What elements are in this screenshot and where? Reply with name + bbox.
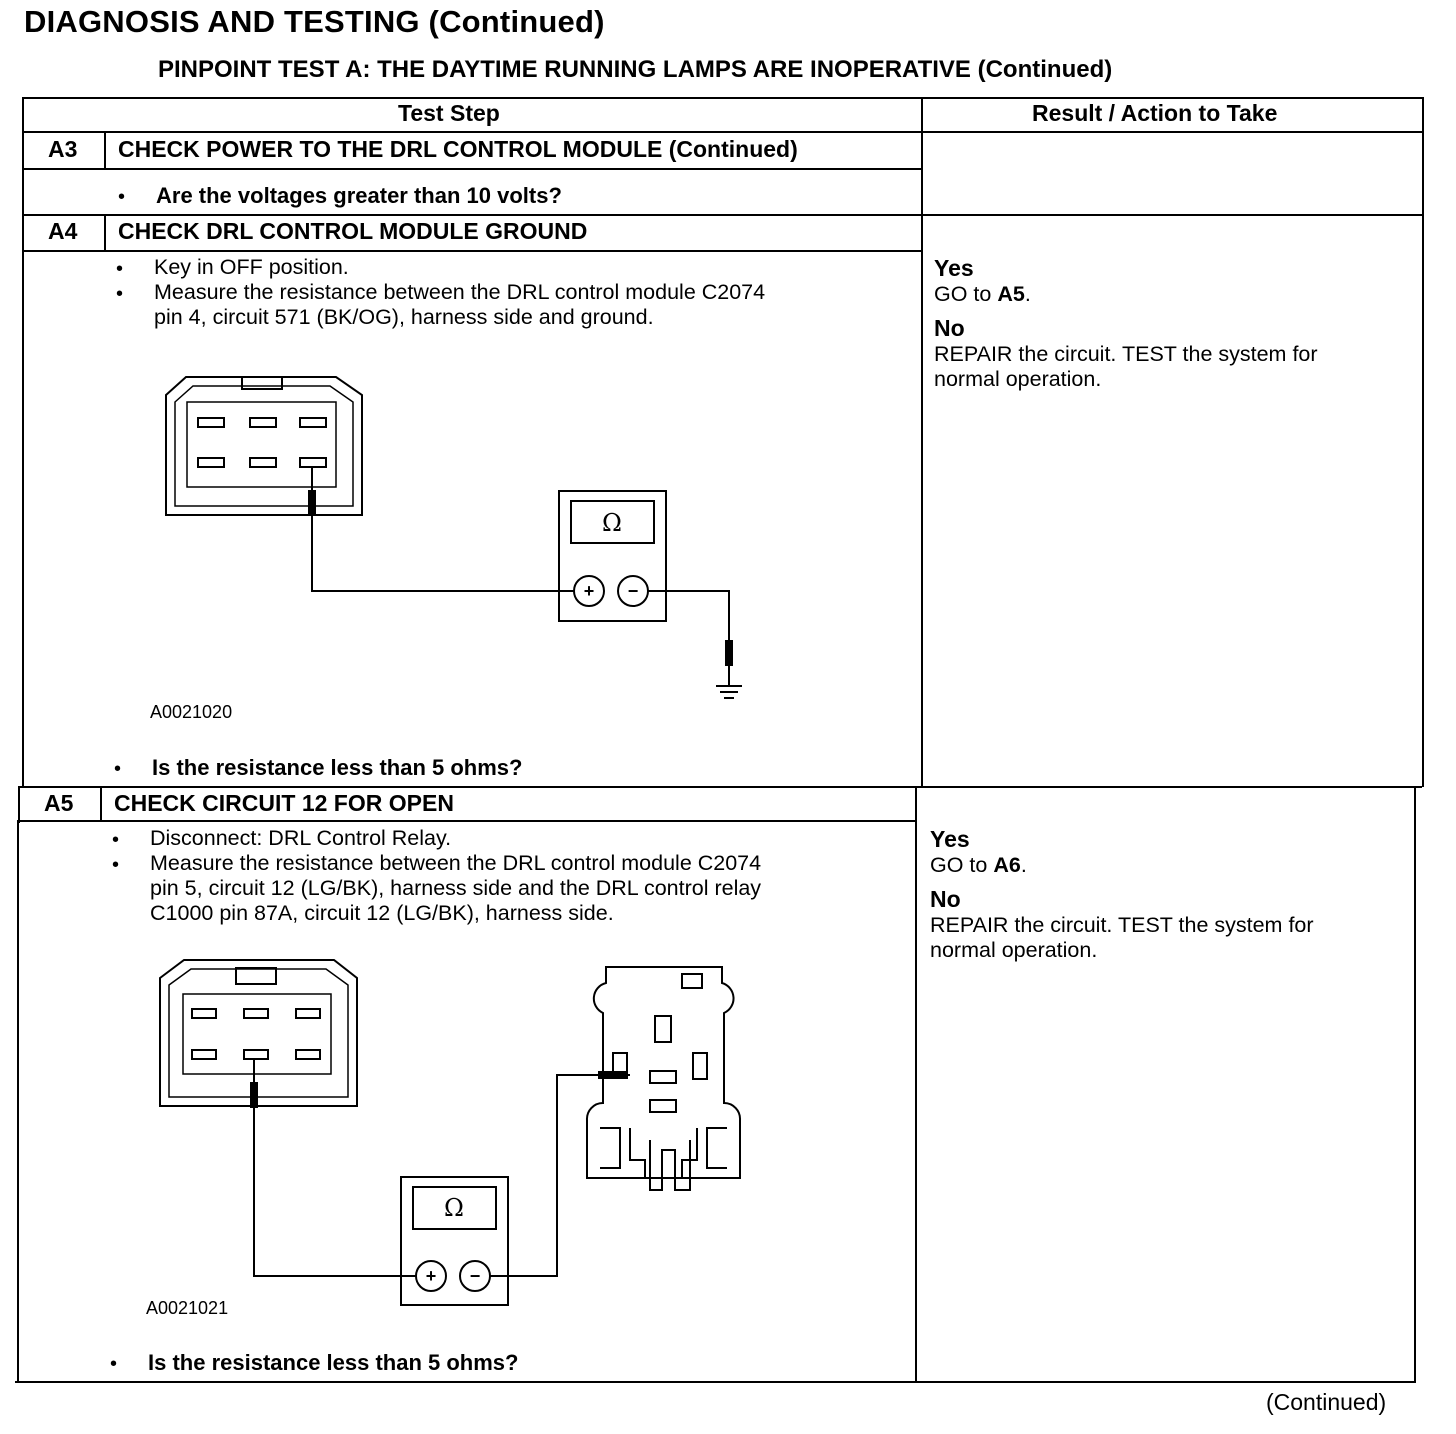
a5-no-line-2: normal operation. [930, 938, 1098, 962]
bullet-icon: • [118, 186, 126, 208]
a5-bullet-1: Disconnect: DRL Control Relay. [150, 826, 452, 850]
minus-terminal-label: − [469, 1266, 481, 1286]
continued-footer: (Continued) [1266, 1389, 1387, 1415]
drl-module-connector-c2074-a5 [160, 960, 357, 1106]
a4-yes-target[interactable]: A5 [997, 282, 1025, 306]
a5-bullet-2-line-1: Measure the resistance between the DRL control module C2074 [150, 851, 762, 875]
bullet-icon: • [110, 1353, 118, 1375]
a5-bullet-2-line-3: C1000 pin 87A, circuit 12 (LG/BK), harness side. [150, 901, 614, 925]
drl-module-connector-c2074-a4 [166, 377, 362, 515]
minus-terminal-label: − [627, 581, 639, 601]
plus-terminal-label: + [583, 581, 595, 601]
test-leads-a5 [254, 1058, 630, 1276]
step-title-a3: CHECK POWER TO THE DRL CONTROL MODULE (Continued) [118, 136, 798, 162]
a5-yes-label: Yes [930, 826, 970, 852]
a5-yes-action: GO to A6. [930, 853, 1027, 877]
column-header-test-step: Test Step [398, 100, 500, 126]
plus-terminal-label: + [425, 1266, 437, 1286]
a5-no-label: No [930, 886, 961, 912]
step-question-a3: Are the voltages greater than 10 volts? [156, 183, 562, 208]
a4-bullet-2-line-2: pin 4, circuit 571 (BK/OG), harness side and ground. [154, 305, 654, 329]
a5-bullet-2-line-2: pin 5, circuit 12 (LG/BK), harness side and the DRL control relay [150, 876, 762, 900]
a5-yes-target[interactable]: A6 [993, 853, 1021, 877]
a4-no-line-2: normal operation. [934, 367, 1102, 391]
step-title-a4: CHECK DRL CONTROL MODULE GROUND [118, 218, 588, 244]
ohm-symbol: Ω [444, 1194, 464, 1222]
step-id-a3: A3 [48, 136, 78, 162]
step-question-a4: Is the resistance less than 5 ohms? [152, 755, 523, 780]
bullet-icon: • [116, 258, 124, 280]
bullet-icon: • [112, 829, 120, 851]
a4-bullet-1: Key in OFF position. [154, 255, 349, 279]
a4-yes-label: Yes [934, 255, 974, 281]
test-leads-a4 [312, 467, 742, 698]
bullet-icon: • [112, 854, 120, 876]
a5-no-line-1: REPAIR the circuit. TEST the system for [930, 913, 1314, 937]
a4-no-line-1: REPAIR the circuit. TEST the system for [934, 342, 1318, 366]
a4-no-label: No [934, 315, 965, 341]
step-title-a5: CHECK CIRCUIT 12 FOR OPEN [114, 790, 454, 816]
page-title: DIAGNOSIS AND TESTING (Continued) [24, 4, 605, 39]
figure-id-a4: A0021020 [150, 702, 233, 722]
column-header-result: Result / Action to Take [1032, 100, 1278, 126]
bullet-icon: • [116, 283, 124, 305]
figure-id-a5: A0021021 [146, 1298, 229, 1318]
page-subtitle: PINPOINT TEST A: THE DAYTIME RUNNING LAMPS ARE INOPERATIVE (Continued) [158, 56, 1113, 83]
ohm-symbol: Ω [602, 509, 622, 537]
step-id-a5: A5 [44, 790, 74, 816]
a4-yes-action: GO to A5. [934, 282, 1031, 306]
step-id-a4: A4 [48, 218, 78, 244]
bullet-icon: • [114, 758, 122, 780]
step-question-a5: Is the resistance less than 5 ohms? [148, 1350, 519, 1375]
a4-bullet-2-line-1: Measure the resistance between the DRL control module C2074 [154, 280, 766, 304]
